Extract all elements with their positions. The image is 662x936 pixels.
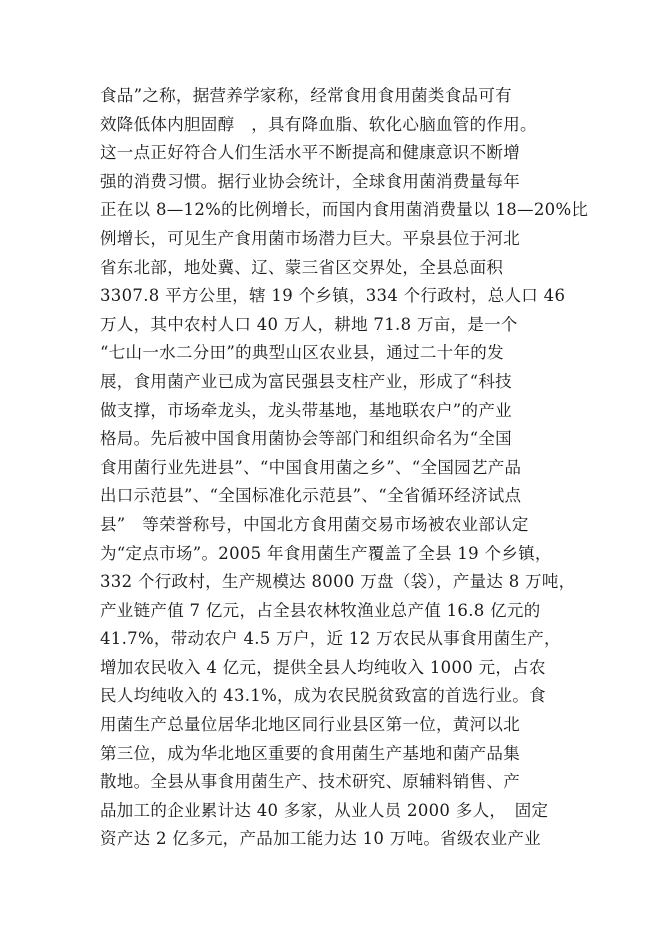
text-line: 资产达 2 亿多元，产品加工能力达 10 万吨。省级农业产业 (100, 829, 541, 849)
text-line: 第三位，成为华北地区重要的食用菌生产基地和菌产品集 (100, 743, 520, 763)
text-line: 食用菌行业先进县”、“中国食用菌之乡”、“全国园艺产品 (100, 457, 522, 477)
text-line: 这一点正好符合人们生活水平不断提高和健康意识不断增 (100, 143, 520, 163)
text-line: 省东北部，地处冀、辽、蒙三省区交界处，全县总面积 (100, 257, 504, 277)
text-line: 食品”之称，据营养学家称，经常食用食用菌类食品可有 (100, 86, 512, 105)
text-line: 332 个行政村，生产规模达 8000 万盘（袋），产量达 8 万吨， (100, 572, 576, 592)
text-line: 民人均纯收入的 43.1%，成为农民脱贫致富的首选行业。食 (100, 686, 546, 706)
body-text (100, 82, 600, 854)
text-line: 散地。全县从事食用菌生产、技术研究、原辅料销售、产 (100, 772, 520, 792)
text-line: 41.7%，带动农户 4.5 万户，近 12 万农民从事食用菌生产， (100, 629, 561, 649)
text-line: 效降低体内胆固醇 ，具有降血脂、软化心脑血管的作用。 (100, 114, 537, 134)
text-line: 正在以 8—12%的比例增长，而国内食用菌消费量以 18—20%比 (100, 200, 589, 220)
text-line: 万人，其中农村人口 40 万人，耕地 71.8 万亩，是一个 (100, 314, 518, 334)
text-line: 产业链产值 7 亿元，占全县农林牧渔业总产值 16.8 亿元的 (100, 600, 541, 620)
text-line: 格局。先后被中国食用菌协会等部门和组织命名为“全国 (100, 429, 512, 449)
text-line: 县” 等荣誉称号，中国北方食用菌交易市场被农业部认定 (100, 514, 529, 534)
text-line: 展，食用菌产业已成为富民强县支柱产业，形成了“科技 (100, 371, 512, 391)
text-line: 品加工的企业累计达 40 多家，从业人员 2000 多人， 固定 (100, 800, 549, 820)
text-line: 用菌生产总量位居华北地区同行业县区第一位，黄河以北 (100, 715, 520, 735)
text-line: 强的消费习惯。据行业协会统计，全球食用菌消费量每年 (100, 171, 520, 191)
text-line: 做支撑，市场牵龙头，龙头带基地，基地联农户”的产业 (100, 400, 512, 420)
text-line: 增加农民收入 4 亿元，提供全县人均纯收入 1000 元，占农 (100, 657, 546, 677)
text-line: “七山一水二分田”的典型山区农业县，通过二十年的发 (100, 343, 504, 363)
text-line: 3307.8 平方公里，辖 19 个乡镇，334 个行政村，总人口 46 (100, 286, 566, 306)
text-line: 出口示范县”、“全国标准化示范县”、“全省循环经济试点 (100, 486, 522, 506)
text-line: 例增长，可见生产食用菌市场潜力巨大。平泉县位于河北 (100, 228, 520, 248)
text-line: 为“定点市场”。2005 年食用菌生产覆盖了全县 19 个乡镇， (100, 543, 552, 563)
